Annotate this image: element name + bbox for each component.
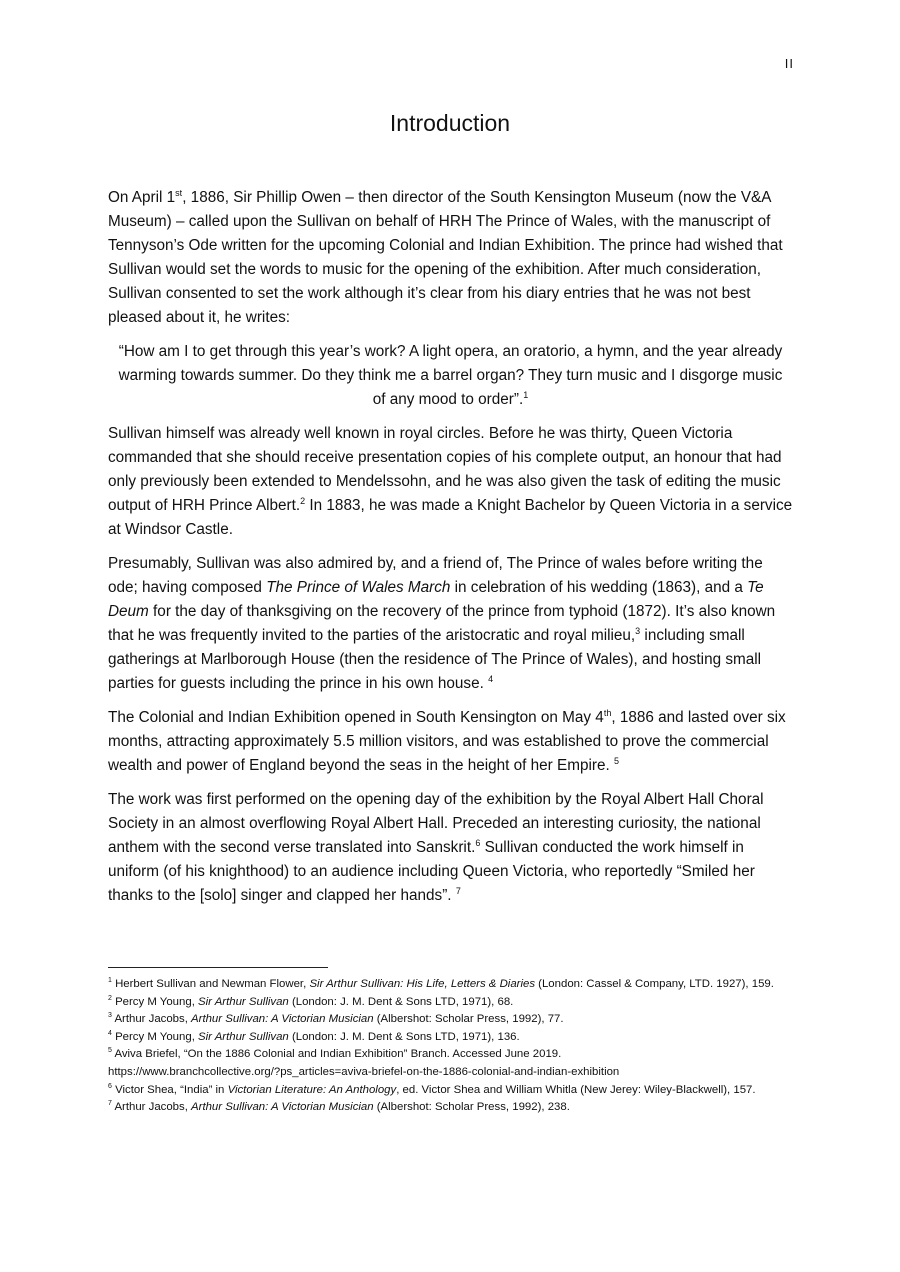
footnote-3 xyxy=(108,1011,788,1029)
footnote-number: 1 xyxy=(108,977,112,985)
paragraph-3-part-d: including small gatherings at Marlborough House (then the residence of The Prince of Wales), and hosting small parties for guests including the prince in his own house. xyxy=(108,627,762,692)
footnote-ref: 6 xyxy=(475,837,481,848)
paragraph-5-rest: Sullivan conducted the work himself in uniform (of his knighthood) to an audience including Queen Victoria, who reportedly “Smiled her thanks to the [solo] singer and clapped her hands”. xyxy=(108,839,755,904)
footnote-ref: 1 xyxy=(523,389,529,400)
footnote-title: Victorian Literature: An Anthology xyxy=(227,1083,397,1096)
footnote-title: Sir Arthur Sullivan: His Life, Letters & Diaries xyxy=(309,978,536,990)
paragraph-1 xyxy=(108,186,793,330)
paragraph-2 xyxy=(108,422,793,542)
footnotes xyxy=(108,976,788,1117)
footnote-text: Aviva Briefel, “On the 1886 Colonial and Indian Exhibition” Branch. Accessed June 2019. xyxy=(111,1048,562,1061)
footnote-url: https://www.branchcollective.org/?ps_articles=aviva-briefel-on-the-1886-colonial-and-indian-exhibition xyxy=(108,1065,620,1078)
footnote-separator xyxy=(108,967,328,968)
footnote-text: Percy M Young, xyxy=(111,995,199,1008)
body-text xyxy=(108,186,793,918)
paragraph-5 xyxy=(108,788,793,908)
footnote-ref: 7 xyxy=(455,885,461,896)
footnote-text: (Albershot: Scholar Press, 1992), 238. xyxy=(373,1101,570,1114)
paragraph-2-rest: In 1883, he was made a Knight Bachelor by Queen Victoria in a service at Windsor Castle. xyxy=(108,497,793,538)
footnote-text: Victor Shea, “India” in xyxy=(111,1083,228,1096)
paragraph-1-start: On April 1 xyxy=(108,189,176,206)
footnote-text: Percy M Young, xyxy=(111,1030,199,1043)
footnote-6 xyxy=(108,1082,788,1100)
work-title: Te Deum xyxy=(108,579,764,620)
paragraph-1-rest: , 1886, Sir Phillip Owen – then director of the South Kensington Museum (now the V&A Museum) – called upon the Sullivan on behalf of HRH The Prince of Wales, with the manuscript of Tennyson’s Ode written for the upcoming Colonial and Indian Exhibition. The prince had wished that Sullivan would set the words to music for the opening of the exhibition. After much consideration, Sullivan consented to set the work although it’s clear from his diary entries that he was not best pleased about it, he writes: xyxy=(108,189,783,326)
paragraph-3 xyxy=(108,552,793,696)
footnote-number: 6 xyxy=(108,1082,112,1090)
footnote-title: Arthur Sullivan: A Victorian Musician xyxy=(191,1013,374,1026)
footnote-title: Sir Arthur Sullivan xyxy=(198,1030,289,1043)
page-title: Introduction xyxy=(389,110,511,136)
paragraph-2-start: Sullivan himself was already well known in royal circles. Before he was thirty, Queen Victoria commanded that she should receive presentation copies of his complete output, an honour that had only previously been extended to Mendelssohn, and he was also given the task of editing the music output of HRH Prince Albert. xyxy=(108,425,782,514)
footnote-text: (London: J. M. Dent & Sons LTD, 1971), 68. xyxy=(288,995,514,1008)
footnote-ref: 3 xyxy=(635,625,641,636)
footnote-ref: 4 xyxy=(488,673,494,684)
footnote-7 xyxy=(108,1099,788,1117)
paragraph-3-part-c: for the day of thanksgiving on the recovery of the prince from typhoid (1872). It’s also known that he was frequently invited to the parties of the aristocratic and royal milieu, xyxy=(108,603,776,644)
footnote-number: 2 xyxy=(108,994,112,1002)
footnote-4 xyxy=(108,1029,788,1047)
footnote-number: 5 xyxy=(108,1047,112,1055)
paragraph-5-start: The work was first performed on the opening day of the exhibition by the Royal Albert Hall Choral Society in an almost overflowing Royal Albert Hall. Preceded an interesting curiosity, the national anthem with the second verse translated into Sanskrit. xyxy=(108,791,764,856)
quote-text: “How am I to get through this year’s work? A light opera, an oratorio, a hymn, and the year already warming towards summer. Do they think me a barrel organ? They turn music and I disgorge music of any mood to order”. xyxy=(118,343,783,408)
block-quote xyxy=(108,340,793,412)
paragraph-4-start: The Colonial and Indian Exhibition opened in South Kensington on May 4 xyxy=(108,709,604,726)
footnote-text: (Albershot: Scholar Press, 1992), 77. xyxy=(373,1013,564,1026)
paragraph-4 xyxy=(108,706,793,778)
footnote-number: 7 xyxy=(108,1100,112,1108)
footnote-text: (London: Cassel & Company, LTD. 1927), 159. xyxy=(535,978,774,990)
work-title: The Prince of Wales March xyxy=(266,579,451,596)
footnote-number: 4 xyxy=(108,1029,112,1037)
footnote-text: , ed. Victor Shea and William Whitla (New Jerey: Wiley-Blackwell), 157. xyxy=(396,1083,756,1096)
footnote-1 xyxy=(108,976,788,994)
footnote-title: Sir Arthur Sullivan xyxy=(198,995,289,1008)
footnote-2 xyxy=(108,994,788,1012)
footnote-text: Arthur Jacobs, xyxy=(111,1013,192,1026)
footnote-ref: 5 xyxy=(613,755,619,766)
paragraph-3-part-a: Presumably, Sullivan was also admired by, and a friend of, The Prince of wales before writing the ode; having composed xyxy=(108,555,763,596)
paragraph-3-part-b: in celebration of his wedding (1863), and a xyxy=(450,579,748,596)
footnote-ref: 2 xyxy=(300,495,306,506)
ordinal-suffix: th xyxy=(603,707,612,718)
footnote-text: Arthur Jacobs, xyxy=(111,1101,192,1114)
page-number: II xyxy=(784,56,794,71)
footnote-5 xyxy=(108,1046,788,1081)
footnote-title: Arthur Sullivan: A Victorian Musician xyxy=(191,1101,374,1114)
footnote-text: Herbert Sullivan and Newman Flower, xyxy=(111,978,310,990)
footnote-number: 3 xyxy=(108,1012,112,1020)
ordinal-suffix: st xyxy=(175,187,183,198)
paragraph-4-rest: , 1886 and lasted over six months, attracting approximately 5.5 million visitors, and was established to prove the commercial wealth and power of England beyond the seas in the height of her Empire. xyxy=(108,709,786,774)
footnote-text: (London: J. M. Dent & Sons LTD, 1971), 136. xyxy=(288,1030,520,1043)
